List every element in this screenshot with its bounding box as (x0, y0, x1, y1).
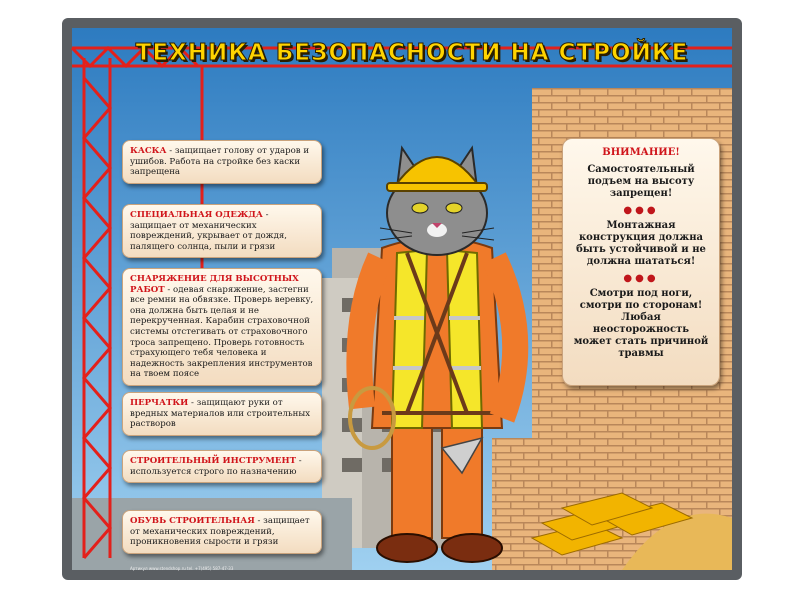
dot-divider: ●●● (623, 205, 659, 216)
card-work-shoes (122, 510, 322, 554)
warning-title: ВНИМАНИЕ! (602, 147, 680, 158)
card-text: - одевая снаряжение, застегни все ремни на обвязке. Проверь веревку, она должна быть целая и не перекрученная. Карабин страховочной системы отстегивать от страховочного троса запрещено. Проверь готовность страхующего тебя человека и надежность закрепления инструментов на твоем поясе (130, 284, 314, 380)
safety-poster (62, 18, 742, 580)
card-construction-tools (122, 450, 322, 483)
card-text: - используется строго по назначению (130, 456, 302, 477)
footer-credits: Артикул www.stendshop.ru tel. +7(495) 587-47-33 (130, 566, 234, 571)
card-heading: СТРОИТЕЛЬНЫЙ ИНСТРУМЕНТ (130, 456, 296, 466)
card-text: - защищает от механических повреждений, укрывает от дождя, палящего солнца, пыли и грязи (130, 210, 288, 252)
warning-panel (562, 138, 720, 386)
card-heading: СПЕЦИАЛЬНАЯ ОДЕЖДА (130, 210, 263, 220)
warning-item: Монтажная конструкция должна быть устойчивой и не должна шататься! (576, 220, 706, 267)
card-gloves (122, 392, 322, 436)
warning-item: Самостоятельный подъем на высоту запрещен! (587, 164, 695, 199)
card-text: - защищает от механических повреждений, проникновения сырости и грязи (130, 516, 310, 548)
card-text: - защищает голову от ударов и ушибов. Работа на стройке без каски запрещена (130, 146, 310, 178)
card-special-clothing (122, 204, 322, 258)
card-heading: СНАРЯЖЕНИЕ ДЛЯ ВЫСОТНЫХ РАБОТ (130, 274, 299, 295)
card-text: - защищают руки от вредных материалов или строительных растворов (130, 398, 311, 430)
card-heading: КАСКА (130, 146, 167, 156)
card-helmet (122, 140, 322, 184)
poster-title: ТЕХНИКА БЕЗОПАСНОСТИ НА СТРОЙКЕ (135, 40, 689, 66)
warning-item: Смотри под ноги, смотри по сторонам! Любая неосторожность может стать причиной травмы (573, 288, 709, 359)
card-heading: ПЕРЧАТКИ (130, 398, 189, 408)
card-height-equipment (122, 268, 322, 386)
dot-divider: ●●● (623, 273, 659, 284)
card-heading: ОБУВЬ СТРОИТЕЛЬНАЯ (130, 516, 255, 526)
